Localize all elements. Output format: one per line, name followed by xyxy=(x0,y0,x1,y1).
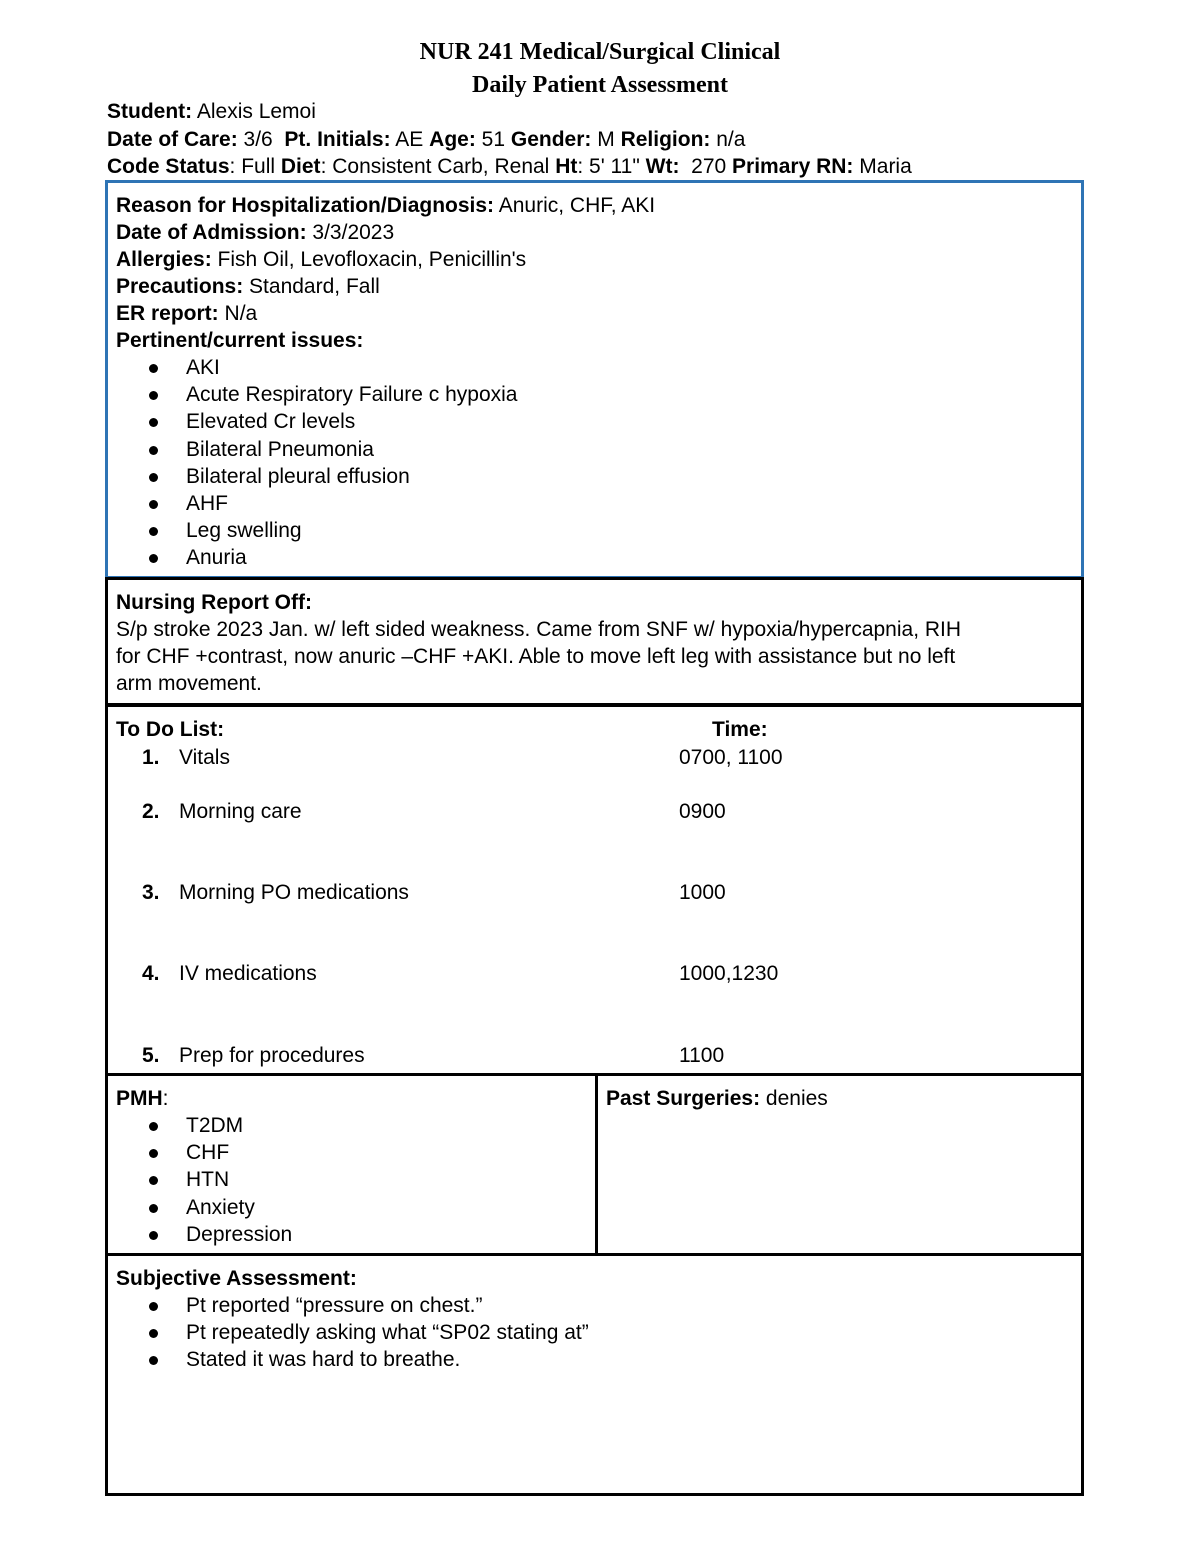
date-value: 3/6 xyxy=(243,128,273,151)
precautions-row xyxy=(116,273,1073,300)
nursing-report-label: Nursing Report Off: xyxy=(116,591,312,614)
todo-task: IV medications xyxy=(179,962,317,985)
subjective-list xyxy=(116,1292,1073,1374)
pmh-section: PMH: T2DM CHF HTN Anxiety Depression xyxy=(108,1076,598,1253)
todo-time: 0700, 1100 xyxy=(679,746,783,769)
code-label: Code Status xyxy=(107,155,230,178)
todo-time: 1100 xyxy=(679,1044,725,1067)
reason-value: Anuric, CHF, AKI xyxy=(498,194,656,217)
list-item: AKI xyxy=(116,354,1073,381)
precautions-label: Precautions: xyxy=(116,275,244,298)
height-label: Ht xyxy=(555,155,578,178)
list-item: Pt reported “pressure on chest.” xyxy=(116,1292,1073,1319)
pmh-list xyxy=(116,1112,587,1248)
todo-task: Prep for procedures xyxy=(179,1044,365,1067)
list-item: Anuria xyxy=(116,544,1073,571)
past-surgeries-value: denies xyxy=(765,1087,828,1110)
height-value: 5' 11" xyxy=(589,155,640,178)
religion-value: n/a xyxy=(716,128,746,151)
weight-value: 270 xyxy=(691,155,727,178)
todo-time: 1000 xyxy=(679,881,726,904)
list-item: Bilateral pleural effusion xyxy=(116,463,1073,490)
allergies-value: Fish Oil, Levofloxacin, Penicillin's xyxy=(217,248,527,271)
admission-row xyxy=(116,219,1073,246)
reason-row xyxy=(116,192,1073,219)
list-item: Depression xyxy=(116,1221,587,1248)
student-name: Alexis Lemoi xyxy=(196,100,316,123)
er-report-label: ER report: xyxy=(116,302,219,325)
precautions-value: Standard, Fall xyxy=(249,275,380,298)
todo-box xyxy=(105,704,1084,1076)
code-status-line: Code Status: Full Diet: Consistent Carb, Renal Ht: 5' 11" Wt: 270 Primary RN: Maria xyxy=(107,155,912,178)
todo-item: 1. Vitals 0700, 1100 xyxy=(142,746,783,769)
gender-value: M xyxy=(597,128,615,151)
initials-value: AE xyxy=(395,128,424,151)
todo-header xyxy=(116,716,1073,743)
todo-task: Morning PO medications xyxy=(179,881,409,904)
todo-time: 0900 xyxy=(679,800,726,823)
list-item: AHF xyxy=(116,490,1073,517)
subjective-box xyxy=(105,1253,1084,1496)
todo-item: 4. IV medications 1000,1230 xyxy=(142,962,779,985)
date-label: Date of Care: xyxy=(107,128,238,151)
todo-time: 1000,1230 xyxy=(679,962,779,985)
list-item: Leg swelling xyxy=(116,517,1073,544)
nursing-report-line: for CHF +contrast, now anuric –CHF +AKI. Able to move left leg with assistance but no left xyxy=(116,645,956,668)
subjective-label: Subjective Assessment: xyxy=(116,1267,357,1290)
todo-item: 3. Morning PO medications 1000 xyxy=(142,881,726,904)
patient-info-line xyxy=(107,126,745,153)
initials-label: Pt. Initials: xyxy=(284,128,391,151)
todo-item: 5. Prep for procedures 1100 xyxy=(142,1044,725,1067)
religion-label: Religion: xyxy=(620,128,711,151)
diet-label: Diet xyxy=(280,155,321,178)
list-item: Pt repeatedly asking what “SP02 stating at” xyxy=(116,1319,1073,1346)
nursing-report-line: S/p stroke 2023 Jan. w/ left sided weakness. Came from SNF w/ hypoxia/hypercapnia, RIH xyxy=(116,618,962,641)
er-report-row xyxy=(116,300,1073,327)
allergies-label: Allergies: xyxy=(116,248,212,271)
er-report-value: N/a xyxy=(224,302,258,325)
admission-label: Date of Admission: xyxy=(116,221,307,244)
student-line: Student: Alexis Lemoi xyxy=(107,100,316,123)
admission-value: 3/3/2023 xyxy=(312,221,395,244)
age-value: 51 xyxy=(481,128,506,151)
issues-heading: Pertinent/current issues: xyxy=(116,329,364,352)
past-surgeries-label: Past Surgeries: xyxy=(606,1087,761,1110)
list-item: Bilateral Pneumonia xyxy=(116,436,1073,463)
code-value: Full xyxy=(241,155,276,178)
list-item: Acute Respiratory Failure c hypoxia xyxy=(116,381,1073,408)
gender-label: Gender: xyxy=(510,128,592,151)
todo-task: Morning care xyxy=(179,800,302,823)
nursing-report-line: arm movement. xyxy=(116,672,262,695)
list-item: Elevated Cr levels xyxy=(116,408,1073,435)
weight-label: Wt: xyxy=(645,155,680,178)
document-subtitle: Daily Patient Assessment xyxy=(472,72,728,98)
list-item: Anxiety xyxy=(116,1194,587,1221)
todo-task: Vitals xyxy=(179,746,230,769)
diagnosis-box xyxy=(105,180,1084,579)
age-label: Age: xyxy=(429,128,476,151)
history-box xyxy=(105,1073,1084,1256)
list-item: CHF xyxy=(116,1139,587,1166)
list-item: Stated it was hard to breathe. xyxy=(116,1346,1073,1373)
list-item: HTN xyxy=(116,1166,587,1193)
issues-list xyxy=(116,354,1073,572)
reason-label: Reason for Hospitalization/Diagnosis: xyxy=(116,194,495,217)
student-label: Student xyxy=(107,100,186,123)
todo-item: 2. Morning care 0900 xyxy=(142,800,726,823)
list-item: T2DM xyxy=(116,1112,587,1139)
nursing-report-box xyxy=(105,577,1084,706)
todo-label: To Do List: xyxy=(116,718,225,741)
rn-value: Maria xyxy=(859,155,912,178)
time-label: Time: xyxy=(712,718,768,741)
past-surgeries-section xyxy=(598,1076,1081,1253)
rn-label: Primary RN: xyxy=(732,155,854,178)
document-title: NUR 241 Medical/Surgical Clinical xyxy=(419,39,781,65)
pmh-label: PMH xyxy=(116,1087,163,1110)
diet-value: Consistent Carb, Renal xyxy=(332,155,550,178)
allergies-row xyxy=(116,246,1073,273)
